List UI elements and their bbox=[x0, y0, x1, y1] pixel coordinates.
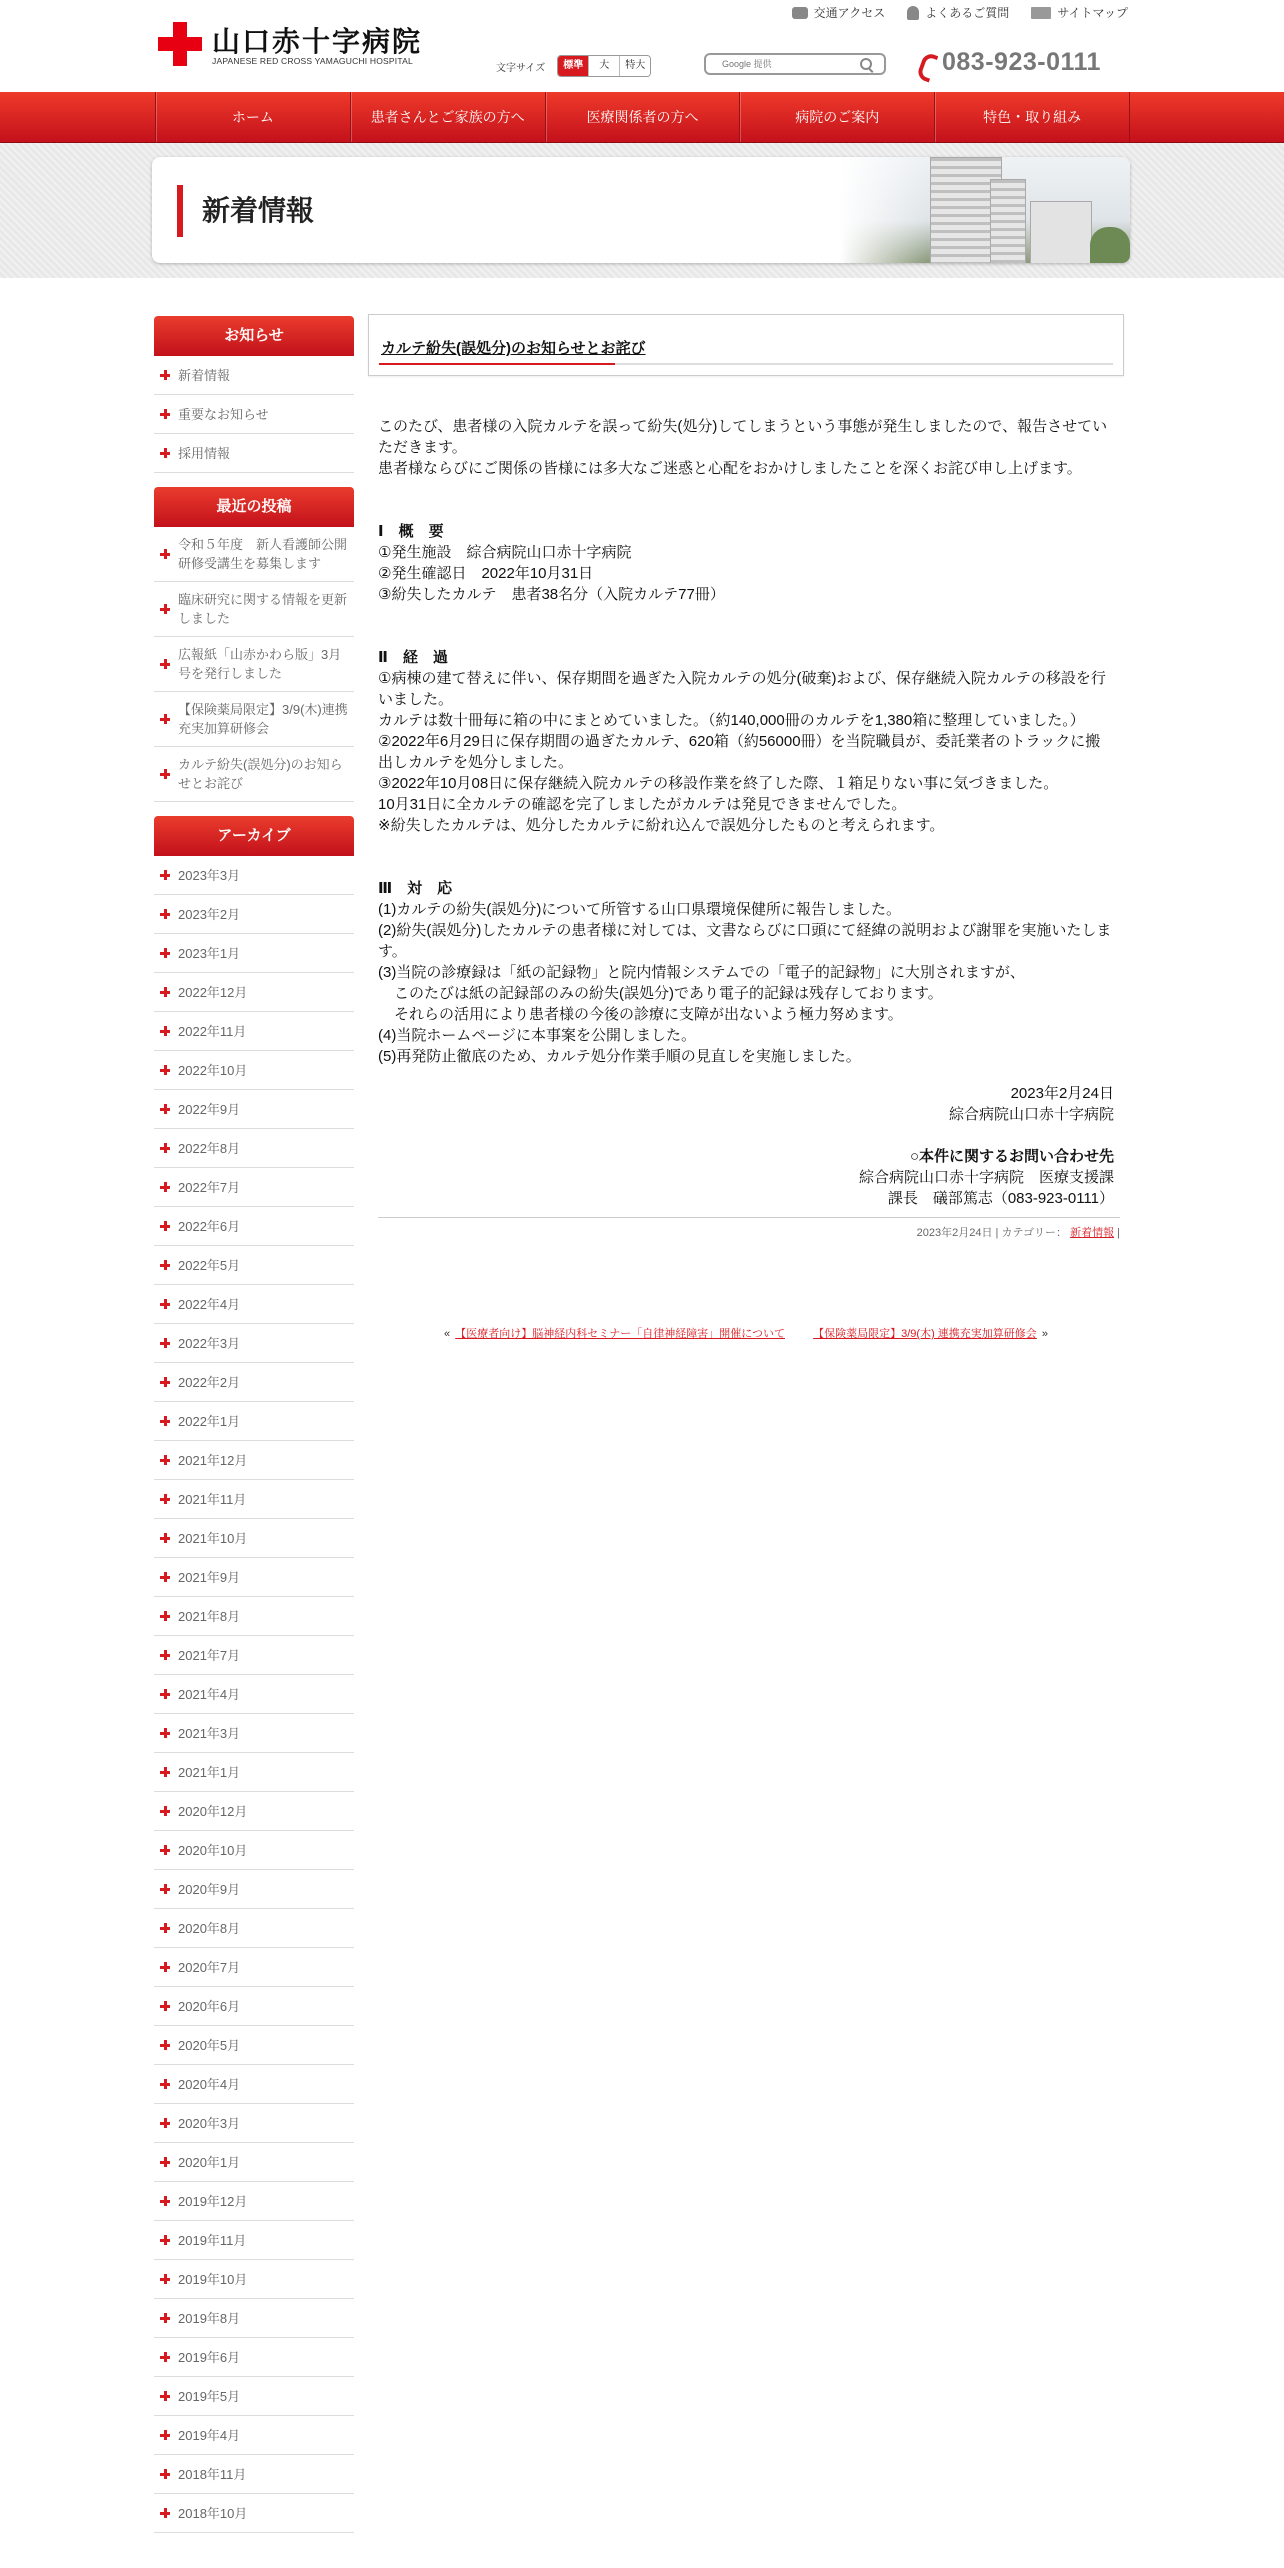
red-cross-bullet-icon bbox=[160, 2274, 170, 2284]
post-title-box bbox=[368, 314, 1124, 376]
sidebar-archive-item[interactable] bbox=[154, 2416, 354, 2455]
font-size-label: 文字サイズ bbox=[496, 62, 546, 74]
red-cross-bullet-icon bbox=[160, 2313, 170, 2323]
sidebar-archive-item[interactable] bbox=[154, 1129, 354, 1168]
sidebar-notices-list bbox=[154, 356, 354, 473]
sidebar-archive-item[interactable] bbox=[154, 1909, 354, 1948]
sidebar-archive-item-label: 2021年1月 bbox=[178, 1764, 241, 1780]
meta-category-label: カテゴリー： bbox=[1001, 1227, 1068, 1239]
red-cross-bullet-icon bbox=[160, 1962, 170, 1972]
red-cross-bullet-icon bbox=[160, 987, 170, 997]
sidebar-notice-item[interactable] bbox=[154, 356, 354, 395]
meta-category-link[interactable]: 新着情報 bbox=[1070, 1227, 1115, 1239]
sidebar-archive-item-label: 2018年10月 bbox=[178, 2505, 248, 2521]
sidebar-recent-item-label: 令和５年度 新人看護師公開研修受講生を募集します bbox=[178, 537, 348, 571]
access-link-label: 交通アクセス bbox=[813, 6, 886, 20]
sidebar-archive-item[interactable] bbox=[154, 2221, 354, 2260]
sidebar-archive-item[interactable] bbox=[154, 1636, 354, 1675]
sidebar-notice-item[interactable] bbox=[154, 395, 354, 434]
sidebar-recent-item[interactable] bbox=[154, 582, 354, 637]
nav-medical-professionals[interactable]: 医療関係者の方へ bbox=[546, 92, 741, 142]
site-logo[interactable] bbox=[158, 20, 458, 70]
font-size-large-button[interactable]: 大 bbox=[588, 56, 619, 76]
red-cross-bullet-icon bbox=[160, 1884, 170, 1894]
meta-separator: | bbox=[995, 1227, 1002, 1239]
sidebar-archive-item[interactable] bbox=[154, 1207, 354, 1246]
sidebar-archive-item[interactable] bbox=[154, 856, 354, 895]
red-cross-bullet-icon bbox=[160, 2040, 170, 2050]
red-cross-bullet-icon bbox=[160, 409, 170, 419]
sitemap-icon bbox=[1031, 7, 1051, 19]
car-icon bbox=[792, 7, 808, 19]
section-line: ②2022年6月29日に保存期間の過ぎたカルテ、620箱（約56000冊）を当院職員が、委託業者のトラックに搬出しカルテを処分しました。 bbox=[378, 733, 1101, 771]
sidebar-recent-list bbox=[154, 527, 354, 802]
sidebar-archive-item[interactable] bbox=[154, 1831, 354, 1870]
sidebar-archive-item-label: 2019年5月 bbox=[178, 2388, 241, 2404]
sidebar-archive-item-label: 2020年1月 bbox=[178, 2154, 241, 2170]
sidebar-archive-item[interactable] bbox=[154, 2260, 354, 2299]
sidebar-archive-item[interactable] bbox=[154, 1792, 354, 1831]
intro-paragraph: このたび、患者様の入院カルテを誤って紛失(処分)してしまうという事態が発生しましたので、報告させていただきます。 bbox=[378, 418, 1108, 456]
phone-number-text: 083-923-0111 bbox=[942, 48, 1101, 76]
sidebar-archive-item[interactable] bbox=[154, 973, 354, 1012]
main-content bbox=[368, 314, 1124, 1340]
red-cross-bullet-icon bbox=[160, 1611, 170, 1621]
sidebar-recent-heading: 最近の投稿 bbox=[154, 487, 354, 527]
next-post-link[interactable]: 【保険薬局限定】3/9(木) 連携充実加算研修会 bbox=[813, 1328, 1037, 1340]
sidebar-archive-item-label: 2020年8月 bbox=[178, 1920, 241, 1936]
sidebar-archive-item[interactable] bbox=[154, 2494, 354, 2533]
section-line: ②発生確認日 2022年10月31日 bbox=[378, 565, 594, 582]
sidebar-archive-item-label: 2022年9月 bbox=[178, 1101, 241, 1117]
red-cross-bullet-icon bbox=[160, 1299, 170, 1309]
sidebar-archive-item-label: 2019年11月 bbox=[178, 2232, 247, 2248]
contact-person: 課長 礒部篤志（083-923-0111） bbox=[887, 1190, 1114, 1207]
sidebar-archive-item-label: 2019年6月 bbox=[178, 2349, 241, 2365]
sidebar-recent-item-label: カルテ紛失(誤処分)のお知らせとお詫び bbox=[178, 757, 343, 791]
logo-subtitle: JAPANESE RED CROSS YAMAGUCHI HOSPITAL bbox=[212, 56, 413, 66]
phone-icon bbox=[918, 51, 936, 75]
sidebar-notice-item-label: 採用情報 bbox=[178, 445, 231, 461]
font-size-xlarge-button[interactable]: 特大 bbox=[619, 56, 650, 76]
post-signer: 綜合病院山口赤十字病院 bbox=[948, 1106, 1114, 1123]
red-cross-bullet-icon bbox=[160, 1143, 170, 1153]
meta-date: 2023年2月24日 bbox=[916, 1227, 993, 1239]
phone-number bbox=[918, 48, 1101, 77]
red-cross-bullet-icon bbox=[160, 2391, 170, 2401]
red-cross-bullet-icon bbox=[160, 2508, 170, 2518]
sidebar-archive-item-label: 2020年9月 bbox=[178, 1881, 241, 1897]
page-banner bbox=[152, 157, 1130, 263]
sidebar-archive-item[interactable] bbox=[154, 895, 354, 934]
sidebar-archive-item[interactable] bbox=[154, 2377, 354, 2416]
red-cross-bullet-icon bbox=[160, 1221, 170, 1231]
section-line: それらの活用により患者様の今後の診療に支障が出ないよう極力努めます。 bbox=[394, 1006, 903, 1023]
sitemap-link[interactable] bbox=[1031, 4, 1128, 21]
red-cross-bullet-icon bbox=[160, 1377, 170, 1387]
section-line: ③2022年10月08日に保存継続入院カルテの移設作業を終了した際、１箱足りない事に気づきました。 bbox=[378, 775, 1059, 792]
sidebar-archive-item-label: 2020年12月 bbox=[178, 1803, 248, 1819]
font-size-switcher bbox=[496, 55, 651, 77]
sidebar-archive-item-label: 2023年3月 bbox=[178, 867, 241, 883]
sidebar-archive-item[interactable] bbox=[154, 2065, 354, 2104]
red-cross-bullet-icon bbox=[160, 2118, 170, 2128]
contact-org: 綜合病院山口赤十字病院 医療支援課 bbox=[858, 1169, 1114, 1186]
red-cross-bullet-icon bbox=[160, 1767, 170, 1777]
access-link[interactable] bbox=[792, 4, 886, 21]
next-arrow: » bbox=[1038, 1328, 1048, 1340]
page-title: 新着情報 bbox=[202, 195, 315, 226]
red-cross-bullet-icon bbox=[160, 659, 170, 669]
sidebar-archive-item-label: 2022年8月 bbox=[178, 1140, 241, 1156]
sidebar-archive-item[interactable] bbox=[154, 2455, 354, 2494]
sidebar-archive-item-label: 2020年10月 bbox=[178, 1842, 248, 1858]
sidebar-archive-item[interactable] bbox=[154, 2299, 354, 2338]
sidebar-archive-item-label: 2021年4月 bbox=[178, 1686, 241, 1702]
sidebar-archive-item-label: 2020年3月 bbox=[178, 2115, 241, 2131]
red-cross-bullet-icon bbox=[160, 2352, 170, 2362]
section-line: (4)当院ホームページに本事案を公開しました。 bbox=[378, 1027, 697, 1044]
sidebar-notice-item-label: 新着情報 bbox=[178, 367, 231, 383]
sidebar-archive-item-label: 2021年7月 bbox=[178, 1647, 241, 1663]
red-cross-bullet-icon bbox=[160, 909, 170, 919]
sidebar-archive-item-label: 2020年7月 bbox=[178, 1959, 241, 1975]
sidebar-archive-item-label: 2022年2月 bbox=[178, 1374, 241, 1390]
sidebar-archive-item[interactable] bbox=[154, 1246, 354, 1285]
red-cross-bullet-icon bbox=[160, 370, 170, 380]
red-cross-bullet-icon bbox=[160, 714, 170, 724]
red-cross-bullet-icon bbox=[160, 1026, 170, 1036]
sidebar-archive-item[interactable] bbox=[154, 1558, 354, 1597]
sidebar-recent-item[interactable] bbox=[154, 692, 354, 747]
sidebar-archive-item[interactable] bbox=[154, 934, 354, 973]
meta-separator: | bbox=[1117, 1227, 1120, 1239]
red-cross-bullet-icon bbox=[160, 1494, 170, 1504]
sidebar-archive-item-label: 2020年5月 bbox=[178, 2037, 241, 2053]
red-cross-icon bbox=[158, 22, 202, 66]
section-line: カルテは数十冊毎に箱の中にまとめていました。（約140,000冊のカルテを1,380箱に整理していました。） bbox=[378, 712, 1085, 729]
section-line: ①病棟の建て替えに伴い、保存期間を過ぎた入院カルテの処分(破棄)および、保存継続入院カルテの移設を行いました。 bbox=[378, 670, 1106, 708]
site-search bbox=[704, 53, 886, 75]
sidebar-archive-item-label: 2021年3月 bbox=[178, 1725, 241, 1741]
title-underline bbox=[379, 363, 1113, 365]
sidebar-notices-heading: お知らせ bbox=[154, 316, 354, 356]
sidebar-archive-item[interactable] bbox=[154, 1753, 354, 1792]
font-size-standard-button[interactable]: 標準 bbox=[558, 56, 588, 76]
sidebar-archive-item-label: 2023年2月 bbox=[178, 906, 241, 922]
contact-heading: ○本件に関するお問い合わせ先 bbox=[909, 1148, 1114, 1165]
red-cross-bullet-icon bbox=[160, 549, 170, 559]
search-input[interactable] bbox=[722, 57, 862, 71]
red-cross-bullet-icon bbox=[160, 2235, 170, 2245]
sidebar-archive-item[interactable] bbox=[154, 1714, 354, 1753]
red-cross-bullet-icon bbox=[160, 2001, 170, 2011]
red-cross-bullet-icon bbox=[160, 2079, 170, 2089]
section-heading: Ⅱ 経 過 bbox=[378, 649, 448, 666]
sidebar-recent-item[interactable] bbox=[154, 637, 354, 692]
global-nav bbox=[0, 92, 1284, 143]
sidebar-archive-item-label: 2019年4月 bbox=[178, 2427, 241, 2443]
sidebar-archive-item[interactable] bbox=[154, 1090, 354, 1129]
post-title[interactable]: カルテ紛失(誤処分)のお知らせとお詫び bbox=[381, 340, 646, 357]
sidebar-archive-item-label: 2021年9月 bbox=[178, 1569, 241, 1585]
red-cross-bullet-icon bbox=[160, 2469, 170, 2479]
section-line: 10月31日に全カルテの確認を完了しましたがカルテは発見できませんでした。 bbox=[378, 796, 907, 813]
person-icon bbox=[907, 6, 919, 20]
sidebar-notice-item[interactable] bbox=[154, 434, 354, 473]
sidebar-archive-item[interactable] bbox=[154, 2182, 354, 2221]
sidebar-archive-item[interactable] bbox=[154, 1519, 354, 1558]
sidebar-archive-item[interactable] bbox=[154, 1051, 354, 1090]
sidebar-recent-item-label: 広報紙「山赤かわら版」3月号を発行しました bbox=[178, 647, 342, 681]
section-line: (2)紛失(誤処分)したカルテの患者様に対しては、文書ならびに口頭にて経緯の説明および謝罪を実施いたします。 bbox=[378, 922, 1112, 960]
post-pager bbox=[368, 1325, 1124, 1341]
red-cross-bullet-icon bbox=[160, 2196, 170, 2206]
nav-home[interactable]: ホーム bbox=[156, 92, 351, 142]
intro-paragraph: 患者様ならびにご関係の皆様には多大なご迷惑と心配をおかけしましたことを深くお詫び申し上げます。 bbox=[378, 460, 1082, 477]
sidebar-archive-item-label: 2022年4月 bbox=[178, 1296, 241, 1312]
sidebar-archive-item-label: 2019年10月 bbox=[178, 2271, 248, 2287]
sidebar-archive-item-label: 2022年1月 bbox=[178, 1413, 241, 1429]
section-line: (5)再発防止徹底のため、カルテ処分作業手順の見直しを実施しました。 bbox=[378, 1048, 861, 1065]
sidebar-archive-item[interactable] bbox=[154, 1870, 354, 1909]
red-cross-bullet-icon bbox=[160, 1728, 170, 1738]
red-cross-bullet-icon bbox=[160, 870, 170, 880]
sidebar-archive-item-label: 2021年10月 bbox=[178, 1530, 248, 1546]
sitemap-link-label: サイトマップ bbox=[1057, 6, 1128, 20]
sidebar-archive-item-label: 2022年5月 bbox=[178, 1257, 241, 1273]
sidebar-archive-item-label: 2022年7月 bbox=[178, 1179, 241, 1195]
red-cross-bullet-icon bbox=[160, 1845, 170, 1855]
sidebar-archive-item[interactable] bbox=[154, 1363, 354, 1402]
post-body bbox=[368, 416, 1124, 1209]
sidebar-archive-item[interactable] bbox=[154, 1324, 354, 1363]
sidebar-archive-item[interactable] bbox=[154, 1402, 354, 1441]
red-cross-bullet-icon bbox=[160, 1104, 170, 1114]
sidebar-archive-item-label: 2022年3月 bbox=[178, 1335, 241, 1351]
sidebar-archive-item-label: 2022年11月 bbox=[178, 1023, 247, 1039]
section-line: (3)当院の診療録は「紙の記録物」と院内情報システムでの「電子的記録物」に大別されますが、 bbox=[378, 964, 1025, 981]
sidebar-archive-item[interactable] bbox=[154, 1441, 354, 1480]
prev-post-link[interactable]: 【医療者向け】脳神経内科セミナー「自律神経障害」開催について bbox=[455, 1328, 785, 1340]
sidebar bbox=[154, 316, 354, 2547]
sidebar-recent-item[interactable] bbox=[154, 747, 354, 802]
sidebar-archive-item[interactable] bbox=[154, 1012, 354, 1051]
section-line: ①発生施設 綜合病院山口赤十字病院 bbox=[378, 544, 632, 561]
sidebar-archive-item-label: 2021年8月 bbox=[178, 1608, 241, 1624]
red-cross-bullet-icon bbox=[160, 1650, 170, 1660]
sidebar-archive-item-label: 2023年1月 bbox=[178, 945, 241, 961]
section-line: ※紛失したカルテは、処分したカルテに紛れ込んで誤処分したものと考えられます。 bbox=[378, 817, 945, 834]
faq-link-label: よくあるご質問 bbox=[925, 6, 1010, 20]
sidebar-archive-item-label: 2022年12月 bbox=[178, 984, 248, 1000]
sidebar-archive-item[interactable] bbox=[154, 1168, 354, 1207]
sidebar-archive-item[interactable] bbox=[154, 2338, 354, 2377]
sidebar-archive-heading: アーカイブ bbox=[154, 816, 354, 856]
red-cross-bullet-icon bbox=[160, 948, 170, 958]
sidebar-archive-item-label: 2019年8月 bbox=[178, 2310, 241, 2326]
red-cross-bullet-icon bbox=[160, 604, 170, 614]
post-date: 2023年2月24日 bbox=[1010, 1085, 1114, 1102]
sidebar-archive-item[interactable] bbox=[154, 2104, 354, 2143]
sidebar-recent-item-label: 【保険薬局限定】3/9(木)連携充実加算研修会 bbox=[178, 702, 348, 736]
sidebar-archive-item-label: 2019年12月 bbox=[178, 2193, 248, 2209]
red-cross-bullet-icon bbox=[160, 1455, 170, 1465]
sidebar-archive-item[interactable] bbox=[154, 1597, 354, 1636]
nav-features[interactable]: 特色・取り組み bbox=[935, 92, 1130, 142]
sidebar-archive-item[interactable] bbox=[154, 2026, 354, 2065]
red-cross-bullet-icon bbox=[160, 769, 170, 779]
red-cross-bullet-icon bbox=[160, 2157, 170, 2167]
nav-patients[interactable]: 患者さんとご家族の方へ bbox=[351, 92, 546, 142]
sidebar-archive-item[interactable] bbox=[154, 1480, 354, 1519]
sidebar-archive-item[interactable] bbox=[154, 1675, 354, 1714]
red-cross-bullet-icon bbox=[160, 1572, 170, 1582]
red-cross-bullet-icon bbox=[160, 1260, 170, 1270]
section-line: ③紛失したカルテ 患者38名分（入院カルテ77冊） bbox=[378, 586, 725, 603]
red-cross-bullet-icon bbox=[160, 1338, 170, 1348]
red-cross-bullet-icon bbox=[160, 448, 170, 458]
sidebar-archive-item[interactable] bbox=[154, 1948, 354, 1987]
sidebar-archive-item-label: 2022年10月 bbox=[178, 1062, 248, 1078]
section-line: このたびは紙の記録部のみの紛失(誤処分)であり電子的記録は残存しております。 bbox=[394, 985, 943, 1002]
sidebar-recent-item[interactable] bbox=[154, 527, 354, 582]
prev-arrow: « bbox=[444, 1328, 454, 1340]
sidebar-archive-item[interactable] bbox=[154, 2143, 354, 2182]
hospital-building-image bbox=[840, 157, 1130, 263]
sidebar-archive-item-label: 2018年11月 bbox=[178, 2466, 247, 2482]
red-cross-bullet-icon bbox=[160, 1533, 170, 1543]
sidebar-archive-item-label: 2022年6月 bbox=[178, 1218, 241, 1234]
sidebar-notice-item-label: 重要なお知らせ bbox=[178, 406, 269, 422]
sidebar-archive-list bbox=[154, 856, 354, 2533]
red-cross-bullet-icon bbox=[160, 1416, 170, 1426]
sidebar-archive-item-label: 2021年11月 bbox=[178, 1491, 247, 1507]
sidebar-archive-item-label: 2020年4月 bbox=[178, 2076, 241, 2092]
red-cross-bullet-icon bbox=[160, 1923, 170, 1933]
sidebar-recent-item-label: 臨床研究に関する情報を更新しました bbox=[178, 592, 348, 626]
post-meta bbox=[378, 1217, 1120, 1240]
sidebar-archive-item[interactable] bbox=[154, 1285, 354, 1324]
nav-hospital-guide[interactable]: 病院のご案内 bbox=[740, 92, 935, 142]
faq-link[interactable] bbox=[907, 4, 1009, 21]
search-icon[interactable] bbox=[860, 58, 872, 70]
red-cross-bullet-icon bbox=[160, 2430, 170, 2440]
site-header bbox=[0, 0, 1284, 92]
red-cross-bullet-icon bbox=[160, 1182, 170, 1192]
red-cross-bullet-icon bbox=[160, 1806, 170, 1816]
section-heading: Ⅰ 概 要 bbox=[378, 523, 444, 540]
banner-accent-bar bbox=[177, 185, 183, 237]
section-line: (1)カルテの紛失(誤処分)について所管する山口県環境保健所に報告しました。 bbox=[378, 901, 902, 918]
logo-title: 山口赤十字病院 bbox=[212, 25, 423, 58]
utility-links bbox=[792, 4, 1128, 21]
red-cross-bullet-icon bbox=[160, 1065, 170, 1075]
section-heading: Ⅲ 対 応 bbox=[378, 880, 453, 897]
sidebar-archive-item[interactable] bbox=[154, 1987, 354, 2026]
sidebar-archive-item-label: 2020年6月 bbox=[178, 1998, 241, 2014]
red-cross-bullet-icon bbox=[160, 1689, 170, 1699]
sidebar-archive-item-label: 2021年12月 bbox=[178, 1452, 248, 1468]
